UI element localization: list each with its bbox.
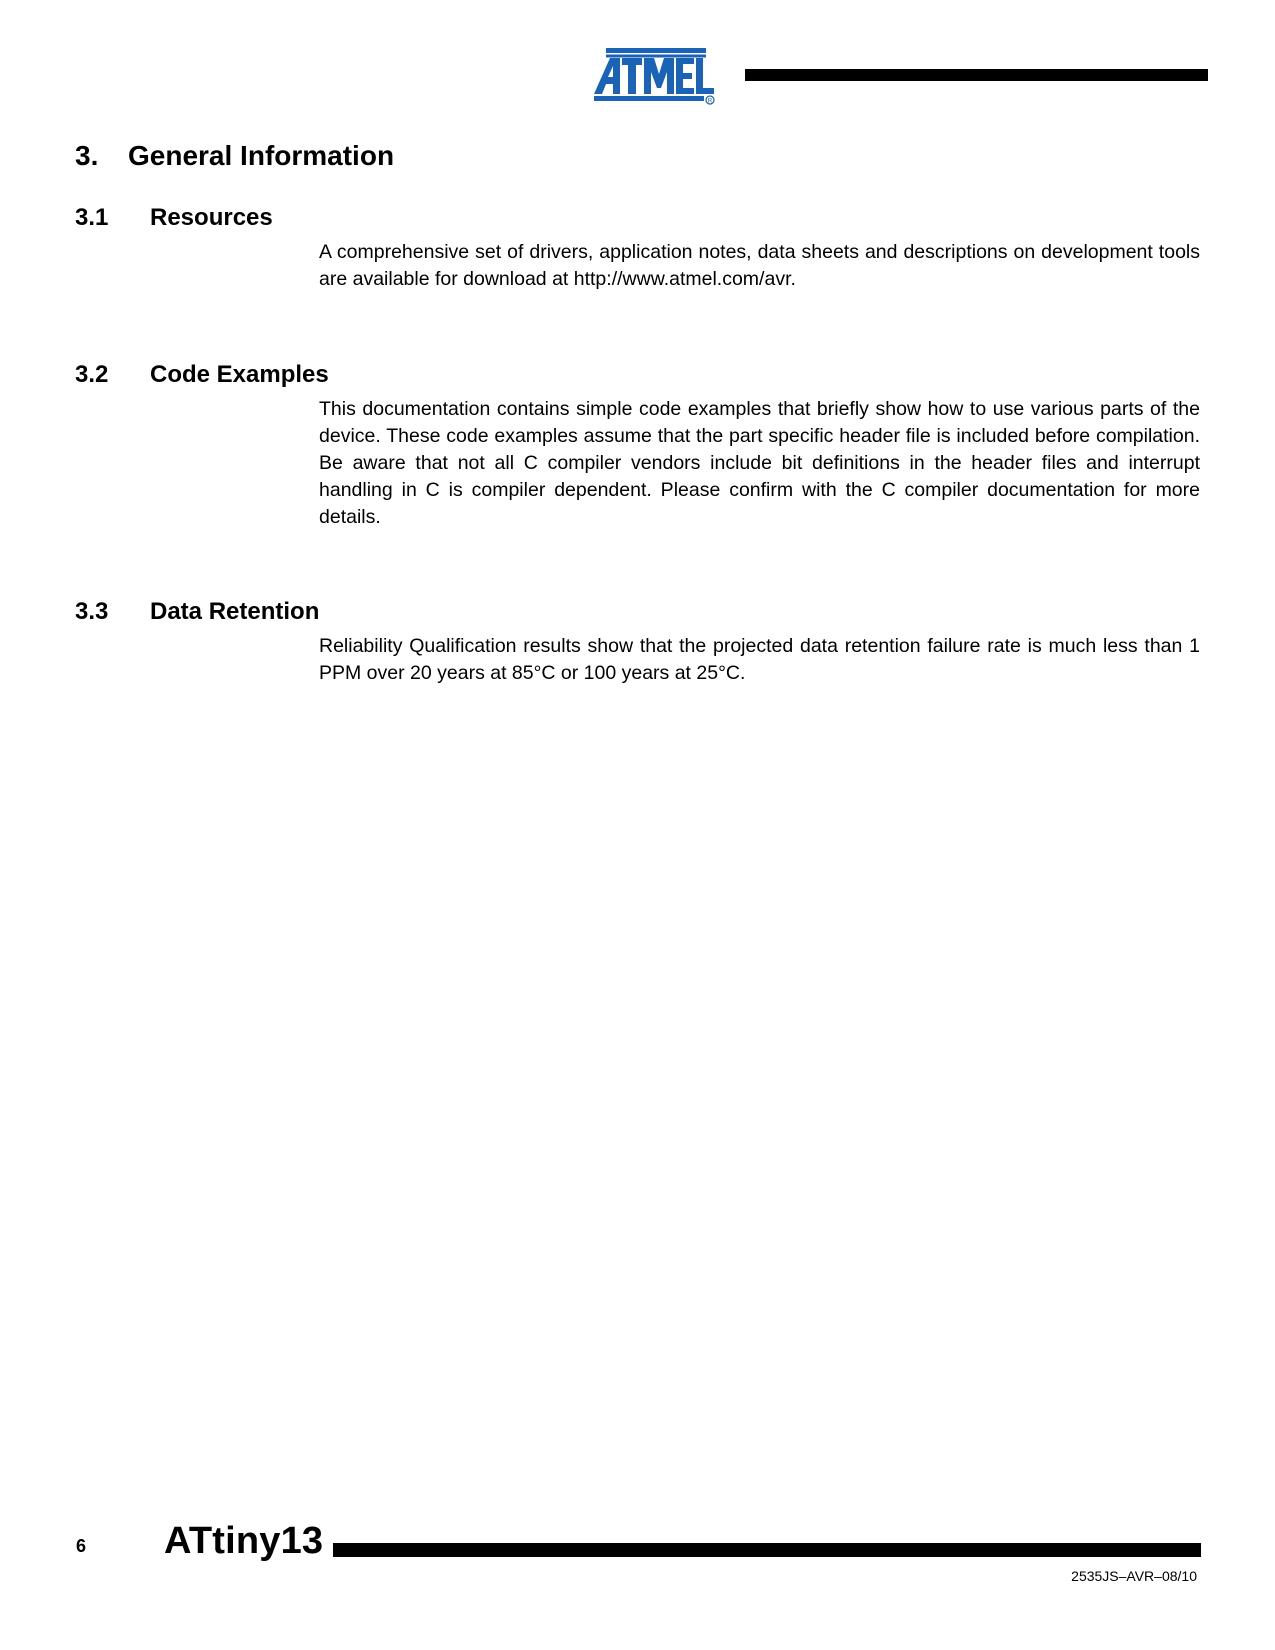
- product-title: ATtiny13: [164, 1520, 324, 1562]
- svg-text:R: R: [707, 98, 713, 105]
- section-body-code-examples: This documentation contains simple code examples that briefly show how to use various parts of the device. These code examples assume that the part specific header file is included before compilation. Be aware that not all C compiler vendors include bit definitions in the header files and interrupt handling in C is compiler dependent. Please confirm with the C compiler documentation for more details.: [319, 398, 1200, 528]
- section-title: Resources: [150, 204, 273, 231]
- chapter-heading: [75, 140, 394, 172]
- chapter-title: General Information: [128, 140, 395, 171]
- footer-rule: [333, 1543, 1201, 1557]
- section-title: Code Examples: [150, 361, 329, 388]
- section-body-data-retention: Reliability Qualification results show that the projected data retention failure rate is much less than 1 PPM over 20 years at 85°C or 100 years at 25°C.: [319, 635, 1200, 684]
- section-number: 3.1: [75, 204, 109, 231]
- document-code: 2535JS–AVR–08/10: [1071, 1568, 1197, 1584]
- page-number: 6: [76, 1536, 87, 1556]
- atmel-logo: [592, 46, 718, 106]
- section-number: 3.2: [75, 361, 109, 388]
- chapter-number: 3.: [75, 140, 99, 171]
- section-title: Data Retention: [150, 598, 320, 625]
- section-body-resources: A comprehensive set of drivers, application notes, data sheets and descriptions on development tools are available for download at http://www.atmel.com/avr.: [319, 241, 1200, 290]
- section-heading-data-retention: [75, 598, 319, 626]
- header-rule: [745, 69, 1208, 81]
- section-heading-code-examples: [75, 361, 329, 389]
- section-number: 3.3: [75, 598, 109, 625]
- section-heading-resources: [75, 204, 273, 232]
